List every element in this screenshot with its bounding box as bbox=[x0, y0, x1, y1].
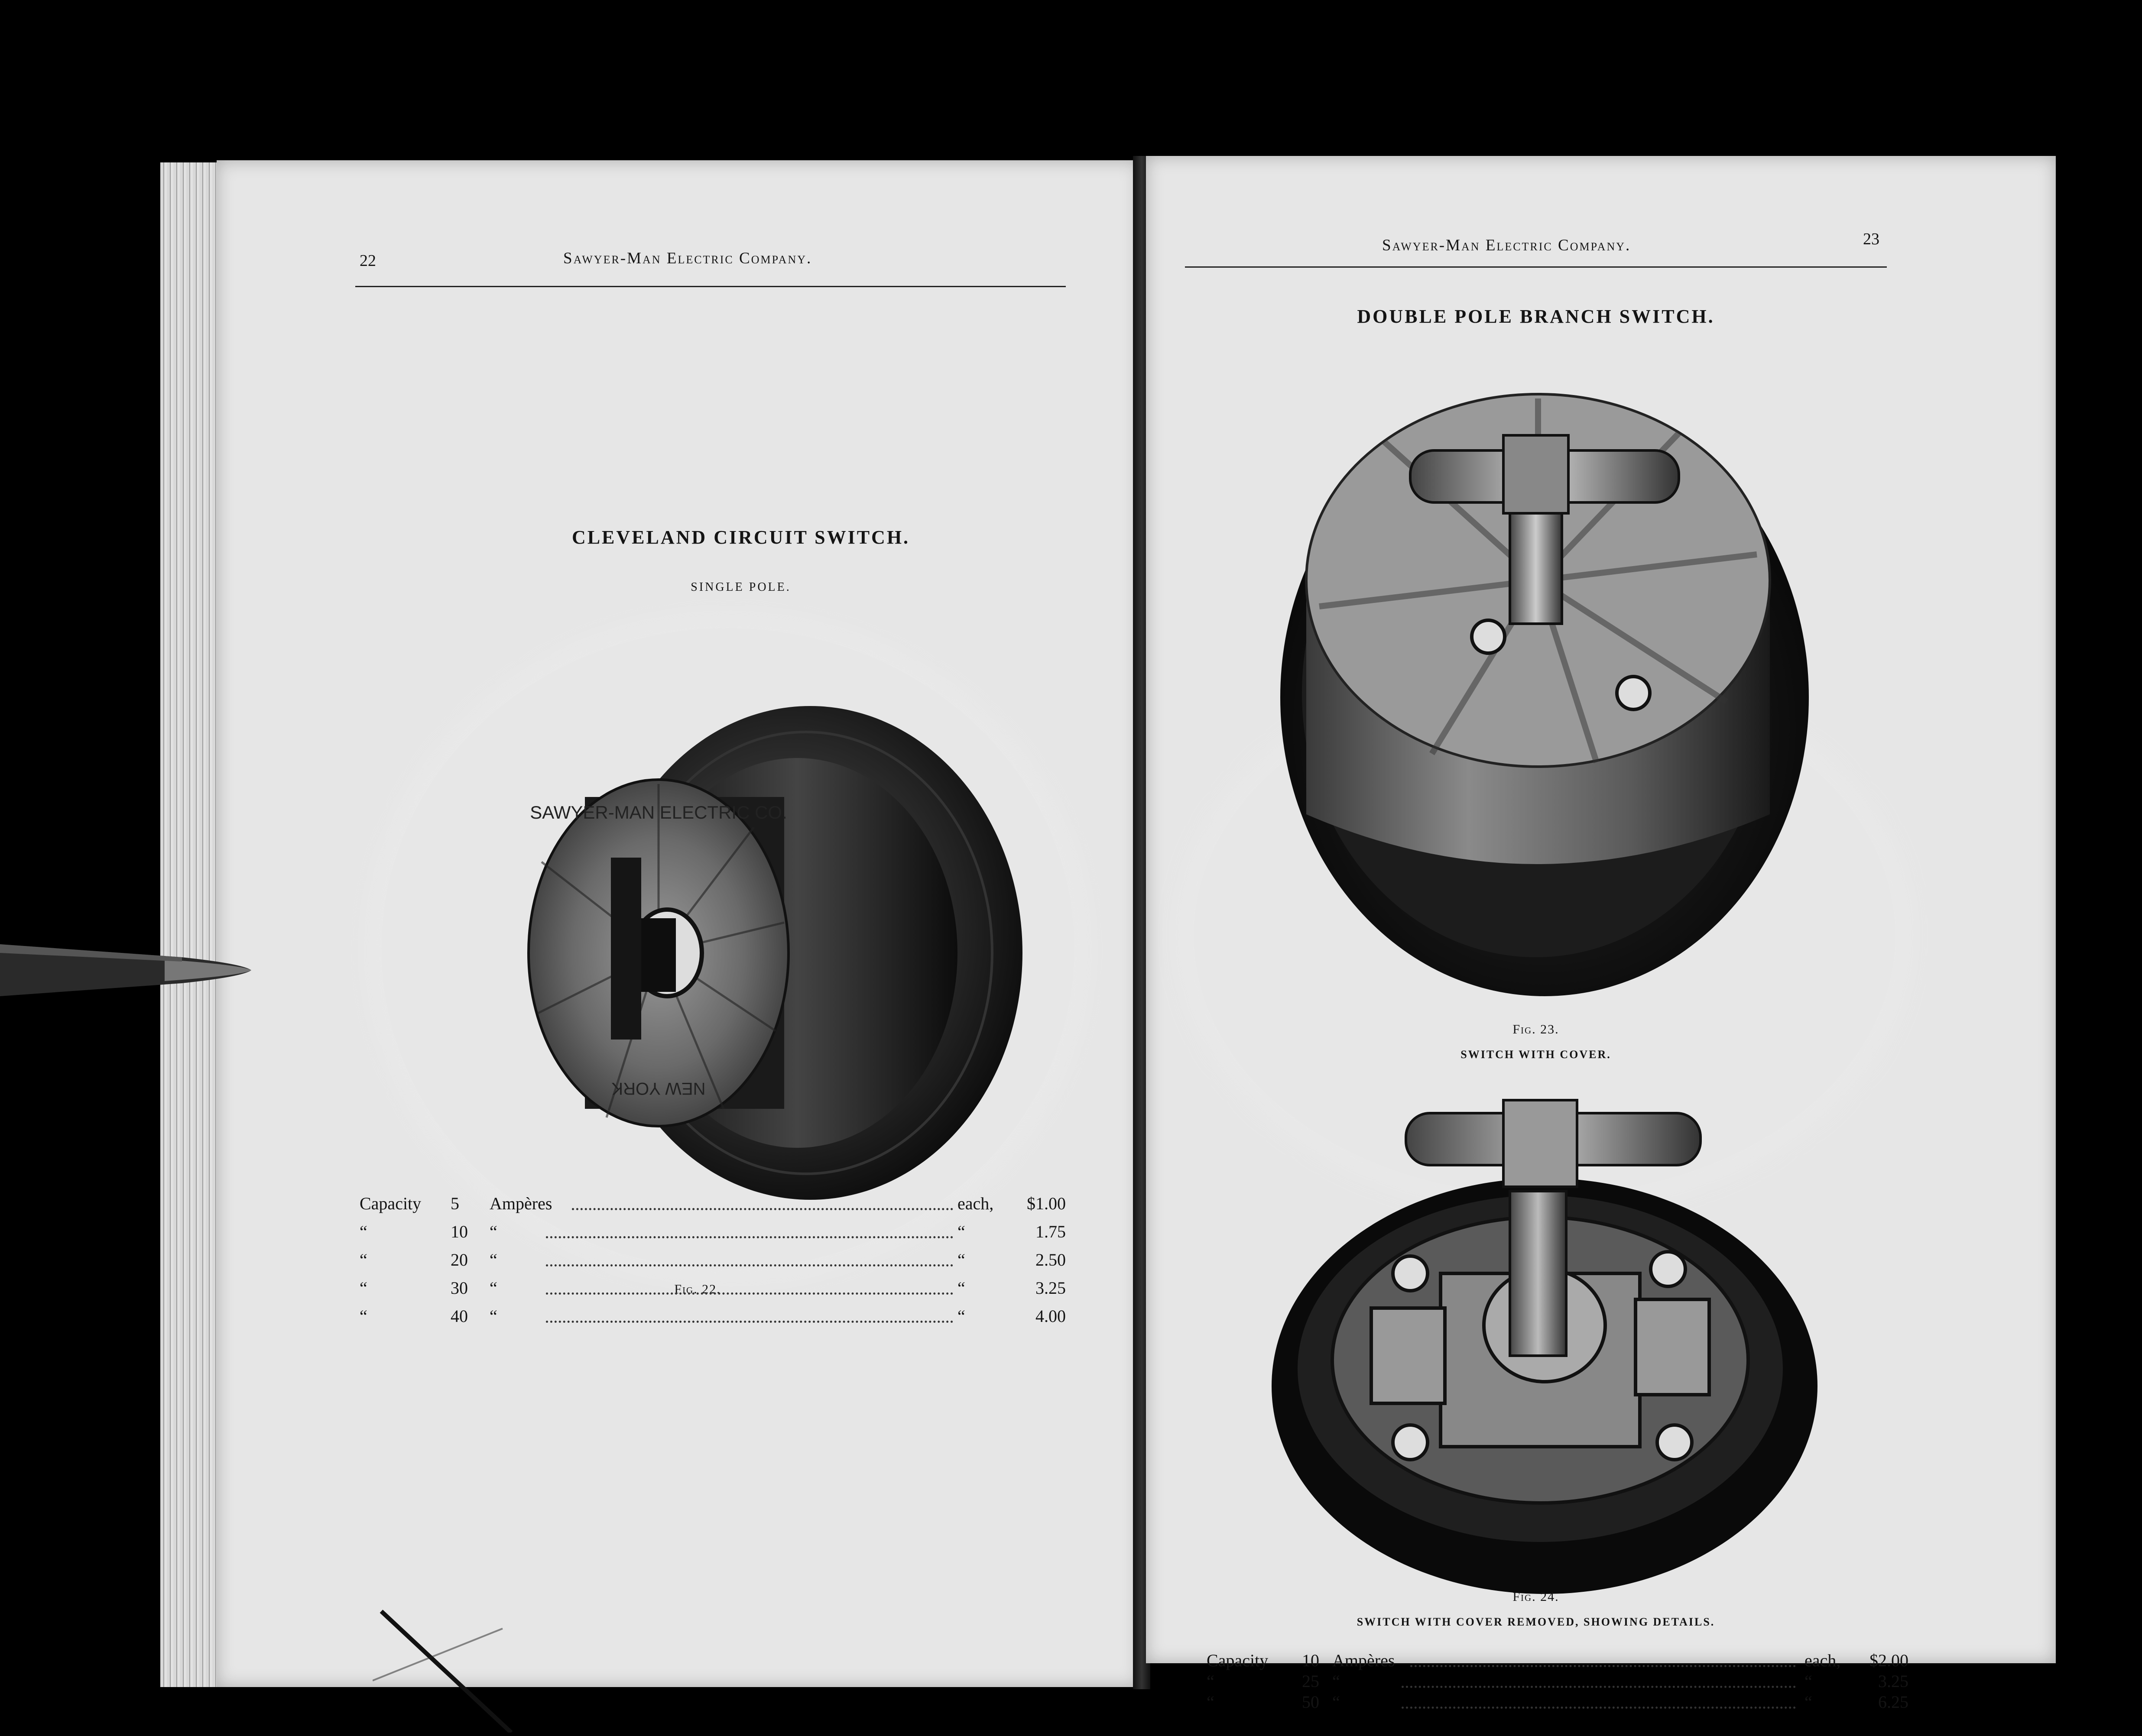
running-head: Sawyer-Man Electric Company. bbox=[563, 249, 812, 267]
running-head: Sawyer-Man Electric Company. bbox=[1382, 236, 1631, 254]
price-row-unit: Ampères bbox=[1332, 1651, 1395, 1670]
price-row-amps: 30 bbox=[451, 1278, 468, 1298]
embossed-text-bottom: NEW YORK bbox=[611, 1079, 706, 1098]
page-number: 22 bbox=[360, 252, 376, 270]
price-row-label: Capacity bbox=[360, 1194, 422, 1213]
price-row-label: “ bbox=[360, 1278, 367, 1298]
page-number: 23 bbox=[1863, 230, 1879, 248]
price-row-label: “ bbox=[1207, 1692, 1214, 1712]
price-row-unit: “ bbox=[490, 1250, 497, 1270]
price-row-suffix: each, bbox=[1804, 1651, 1841, 1670]
section-subheading: SINGLE POLE. bbox=[691, 580, 791, 594]
price-row-label: “ bbox=[360, 1306, 367, 1326]
dot-leader bbox=[546, 1292, 953, 1295]
figure-label: Fig. 24. bbox=[1512, 1590, 1559, 1604]
price-row-unit: “ bbox=[1332, 1671, 1340, 1691]
price-row-label: “ bbox=[360, 1250, 367, 1270]
price-row-amps: 25 bbox=[1302, 1671, 1319, 1691]
price-row-suffix: “ bbox=[1804, 1671, 1812, 1691]
page-edges bbox=[160, 162, 225, 1687]
dot-leader bbox=[1402, 1686, 1796, 1688]
price-row-price: 3.25 bbox=[1878, 1671, 1908, 1691]
switch-with-cover-illustration bbox=[1267, 338, 1822, 1031]
figure-caption: SWITCH WITH COVER. bbox=[1460, 1048, 1611, 1061]
price-row-price: 3.25 bbox=[1035, 1278, 1066, 1298]
price-row-unit: Ampères bbox=[490, 1194, 552, 1213]
switch-cover-removed-illustration bbox=[1267, 1083, 1822, 1603]
dot-leader bbox=[1410, 1665, 1796, 1667]
section-heading: CLEVELAND CIRCUIT SWITCH. bbox=[571, 527, 910, 548]
price-row-suffix: “ bbox=[1804, 1692, 1812, 1712]
dot-leader bbox=[546, 1321, 953, 1323]
price-row-price: 6.25 bbox=[1878, 1692, 1908, 1712]
header-rule bbox=[1185, 266, 1887, 268]
price-row-suffix: “ bbox=[957, 1250, 965, 1270]
embossed-text-top: SAWYER-MAN ELECTRIC CO. bbox=[530, 802, 787, 823]
price-row-label: Capacity bbox=[1207, 1651, 1269, 1670]
price-row-price: $2.00 bbox=[1869, 1651, 1908, 1670]
price-row-amps: 5 bbox=[451, 1194, 459, 1213]
header-rule bbox=[355, 286, 1066, 287]
price-row-unit: “ bbox=[490, 1222, 497, 1241]
figure-label: Fig. 22. bbox=[674, 1282, 721, 1296]
right-page bbox=[1146, 156, 2056, 1712]
dot-leader bbox=[546, 1236, 953, 1238]
price-row-unit: “ bbox=[1332, 1692, 1340, 1712]
price-row-label: “ bbox=[1207, 1671, 1214, 1691]
left-page bbox=[217, 160, 1139, 1687]
price-row-amps: 10 bbox=[1302, 1651, 1319, 1670]
price-row-price: 4.00 bbox=[1035, 1306, 1066, 1326]
dot-leader bbox=[1402, 1707, 1796, 1709]
price-row-suffix: “ bbox=[957, 1222, 965, 1241]
price-row-price: 1.75 bbox=[1035, 1222, 1066, 1241]
price-row-unit: “ bbox=[490, 1278, 497, 1298]
price-row-amps: 20 bbox=[451, 1250, 468, 1270]
dot-leader bbox=[546, 1264, 953, 1266]
price-row-suffix: each, bbox=[957, 1194, 994, 1213]
pencil-tip bbox=[0, 927, 260, 1014]
dot-leader bbox=[572, 1208, 953, 1210]
price-row-unit: “ bbox=[490, 1306, 497, 1326]
price-row-suffix: “ bbox=[957, 1278, 965, 1298]
price-row-amps: 50 bbox=[1302, 1692, 1319, 1712]
section-heading: DOUBLE POLE BRANCH SWITCH. bbox=[1357, 306, 1715, 327]
price-row-price: $1.00 bbox=[1027, 1194, 1066, 1213]
figure-caption: SWITCH WITH COVER REMOVED, SHOWING DETAILS. bbox=[1357, 1616, 1715, 1628]
price-row-price: 2.50 bbox=[1035, 1250, 1066, 1270]
price-row-amps: 40 bbox=[451, 1306, 468, 1326]
price-row-label: “ bbox=[360, 1222, 367, 1241]
scratch-mark bbox=[373, 1603, 633, 1733]
price-row-amps: 10 bbox=[451, 1222, 468, 1241]
price-row-suffix: “ bbox=[957, 1306, 965, 1326]
figure-label: Fig. 23. bbox=[1512, 1022, 1559, 1036]
